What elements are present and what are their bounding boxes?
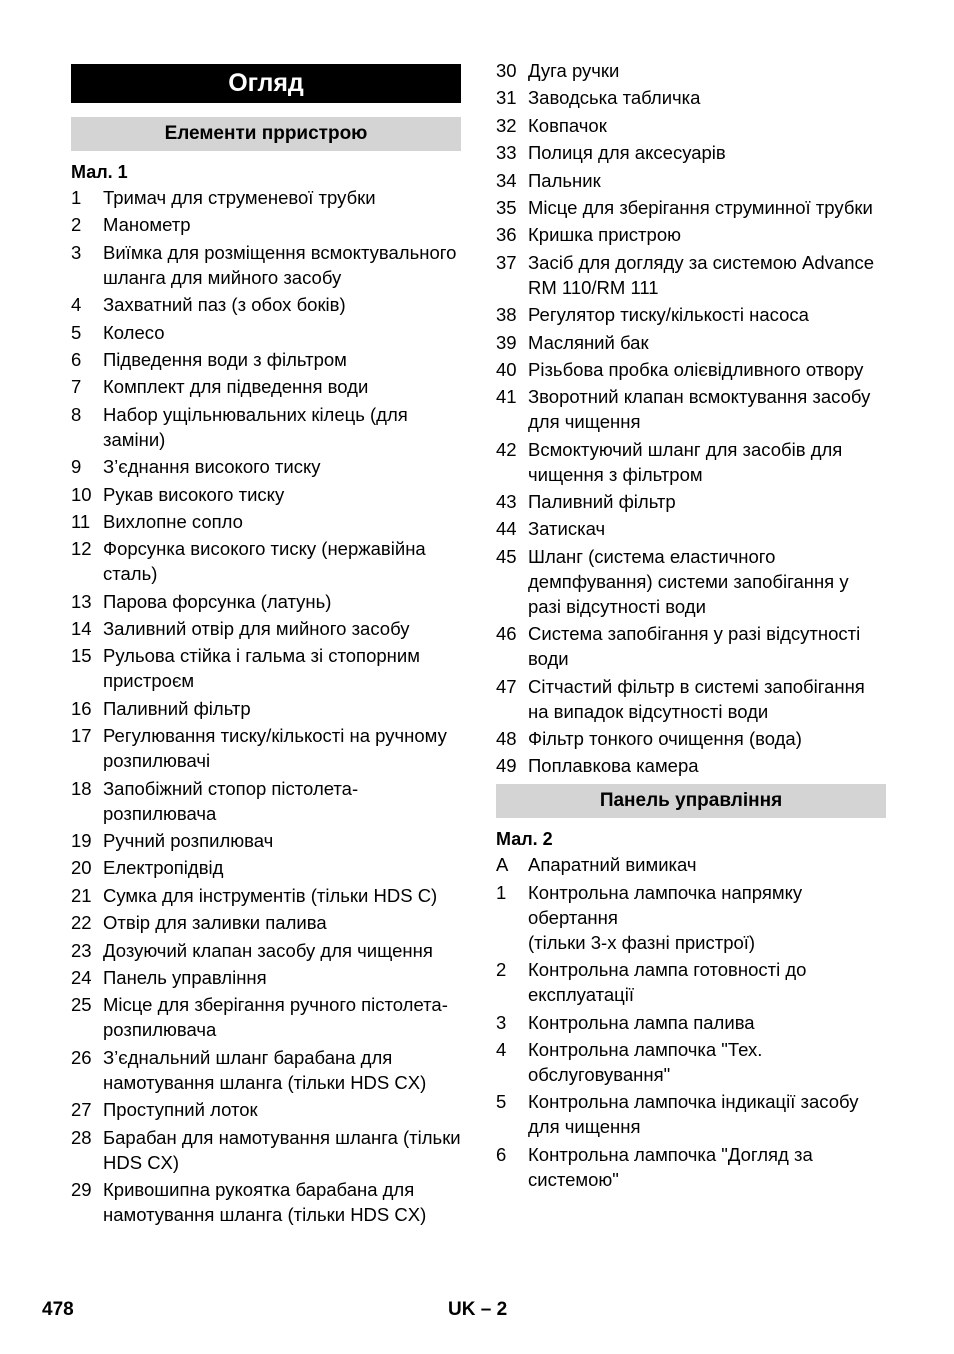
list-item bbox=[71, 320, 461, 345]
item-label: Тримач для струменевої трубки bbox=[103, 187, 376, 208]
item-number: 44 bbox=[496, 518, 517, 540]
item-label: Рульова стійка і гальма зі стопорним пристроєм bbox=[103, 645, 420, 692]
item-number: 43 bbox=[496, 491, 517, 513]
list-item bbox=[71, 992, 461, 1042]
item-label: Форсунка високого тиску (нержавійна сталь) bbox=[103, 538, 426, 585]
list-item bbox=[496, 1010, 886, 1035]
list-item bbox=[71, 374, 461, 399]
list-item bbox=[71, 855, 461, 880]
item-label: Контрольна лампа готовності до експлуатації bbox=[528, 959, 807, 1006]
item-text bbox=[528, 957, 886, 1007]
item-number: 27 bbox=[71, 1099, 92, 1121]
item-number: 22 bbox=[71, 912, 92, 934]
item-text bbox=[103, 828, 461, 853]
list-item bbox=[71, 723, 461, 773]
list-item bbox=[71, 347, 461, 372]
item-text bbox=[528, 1010, 886, 1035]
item-label: Регулювання тиску/кількості на ручному розпилювачі bbox=[103, 725, 447, 772]
item-number: 12 bbox=[71, 538, 92, 560]
list-item bbox=[496, 957, 886, 1007]
item-text bbox=[103, 616, 461, 641]
item-number: 38 bbox=[496, 304, 517, 326]
right-column bbox=[496, 58, 886, 1194]
item-number: 47 bbox=[496, 675, 517, 697]
list-item bbox=[496, 85, 886, 110]
item-text bbox=[528, 58, 886, 83]
item-text bbox=[528, 1037, 886, 1087]
list-item bbox=[496, 168, 886, 193]
list-item bbox=[71, 1125, 461, 1175]
control-panel-list bbox=[496, 852, 886, 1191]
section-heading-device-elements: Елементи прристрою bbox=[71, 117, 461, 151]
item-label: Контрольна лампа палива bbox=[528, 1011, 755, 1033]
item-number: 28 bbox=[71, 1126, 92, 1148]
item-text bbox=[528, 1089, 886, 1139]
list-item bbox=[496, 1037, 886, 1087]
item-number: 34 bbox=[496, 169, 517, 191]
item-label: Регулятор тиску/кількості насоса bbox=[528, 304, 809, 326]
item-label: Сітчастий фільтр в системі запобігання на випадок відсутності води bbox=[528, 675, 865, 722]
item-text bbox=[103, 1045, 461, 1095]
list-item bbox=[71, 185, 461, 210]
item-text bbox=[103, 589, 461, 614]
item-text bbox=[103, 454, 461, 479]
item-note: (тільки 3-х фазні пристрої) bbox=[528, 931, 756, 953]
item-number: 35 bbox=[496, 196, 517, 218]
item-text bbox=[528, 113, 886, 138]
item-number: 16 bbox=[71, 697, 92, 719]
item-label: Виїмка для розміщення всмоктувального шланга для мийного засобу bbox=[103, 241, 457, 288]
list-item bbox=[496, 330, 886, 355]
page-title: Огляд bbox=[71, 64, 461, 103]
item-label: Пальник bbox=[528, 169, 601, 191]
item-label: Панель управління bbox=[103, 966, 267, 988]
item-number: 13 bbox=[71, 590, 92, 612]
item-number: 26 bbox=[71, 1046, 92, 1068]
item-text bbox=[528, 85, 886, 110]
list-item bbox=[496, 852, 886, 877]
list-item bbox=[496, 1089, 886, 1139]
list-item bbox=[71, 482, 461, 507]
item-text bbox=[528, 384, 886, 434]
item-label: Колесо bbox=[103, 321, 165, 343]
list-item bbox=[496, 195, 886, 220]
item-label: Кришка пристрою bbox=[528, 224, 681, 246]
item-label: З’єднальний шланг барабана для намотування шланга (тільки HDS CX) bbox=[103, 1046, 427, 1093]
item-number: 20 bbox=[71, 857, 92, 879]
item-text bbox=[528, 852, 886, 877]
item-text bbox=[103, 402, 461, 452]
item-text bbox=[528, 140, 886, 165]
item-label: Рукав високого тиску bbox=[103, 483, 285, 505]
item-text bbox=[528, 302, 886, 327]
item-text bbox=[103, 855, 461, 880]
list-item bbox=[496, 113, 886, 138]
left-column bbox=[71, 58, 461, 1229]
item-label: Фільтр тонкого очищення (вода) bbox=[528, 728, 802, 750]
item-text bbox=[528, 880, 886, 955]
item-number: 45 bbox=[496, 545, 517, 567]
item-label: Отвір для заливки палива bbox=[103, 912, 327, 934]
item-label: Електропідвід bbox=[103, 857, 224, 879]
item-label: Комплект для підведення води bbox=[103, 376, 369, 398]
item-label: Заводська табличка bbox=[528, 87, 701, 109]
item-label: Барабан для намотування шланга (тільки HDS CX) bbox=[103, 1126, 461, 1173]
item-number: 48 bbox=[496, 728, 517, 750]
list-item bbox=[496, 726, 886, 751]
page-number: 478 bbox=[42, 1299, 74, 1320]
item-label: Проступний лоток bbox=[103, 1099, 258, 1121]
list-item bbox=[496, 489, 886, 514]
list-item bbox=[71, 509, 461, 534]
item-label: Вихлопне сопло bbox=[103, 510, 243, 532]
item-text bbox=[528, 250, 886, 300]
item-label: Зворотний клапан всмоктування засобу для чищення bbox=[528, 386, 871, 433]
element-list bbox=[71, 185, 461, 1227]
item-label: Полиця для аксесуарів bbox=[528, 142, 726, 164]
item-label: Дозуючий клапан засобу для чищення bbox=[103, 939, 433, 961]
figure-label: Мал. 1 bbox=[71, 162, 128, 182]
item-number: 41 bbox=[496, 386, 517, 408]
list-item bbox=[496, 674, 886, 724]
item-number: 23 bbox=[71, 939, 92, 961]
item-number: 7 bbox=[71, 376, 82, 398]
item-number: 21 bbox=[71, 884, 92, 906]
item-number: 2 bbox=[71, 214, 82, 236]
item-text bbox=[103, 185, 461, 210]
element-list-continued bbox=[496, 58, 886, 778]
item-number: 24 bbox=[71, 966, 92, 988]
item-text bbox=[528, 753, 886, 778]
item-text bbox=[528, 544, 886, 619]
item-number: 33 bbox=[496, 142, 517, 164]
item-text bbox=[103, 965, 461, 990]
item-label: Масляний бак bbox=[528, 331, 649, 353]
item-text bbox=[103, 482, 461, 507]
item-text bbox=[528, 516, 886, 541]
list-item bbox=[496, 302, 886, 327]
item-label: Контрольна лампочка індикації засобу для чищення bbox=[528, 1091, 859, 1138]
item-text bbox=[103, 1177, 461, 1227]
item-number: 17 bbox=[71, 725, 92, 747]
list-item bbox=[71, 1045, 461, 1095]
item-text bbox=[528, 674, 886, 724]
list-item bbox=[71, 536, 461, 586]
list-item bbox=[71, 696, 461, 721]
list-item bbox=[71, 454, 461, 479]
list-item bbox=[496, 140, 886, 165]
item-number: 18 bbox=[71, 777, 92, 799]
item-number: 1 bbox=[496, 881, 507, 903]
list-item bbox=[71, 965, 461, 990]
item-label: Контрольна лампочка "Тех. обслуговування" bbox=[528, 1038, 763, 1085]
item-text bbox=[103, 723, 461, 773]
item-label: Різьбова пробка олієвідливного отвору bbox=[528, 358, 864, 380]
item-number: 5 bbox=[496, 1091, 507, 1113]
item-number: 25 bbox=[71, 994, 92, 1016]
item-number: 4 bbox=[496, 1038, 507, 1060]
list-item bbox=[496, 250, 886, 300]
item-text bbox=[103, 643, 461, 693]
item-text bbox=[528, 437, 886, 487]
item-text bbox=[103, 938, 461, 963]
item-label: Поплавкова камера bbox=[528, 755, 699, 777]
list-item bbox=[496, 516, 886, 541]
item-text bbox=[103, 374, 461, 399]
item-number: 15 bbox=[71, 645, 92, 667]
list-item bbox=[71, 828, 461, 853]
list-item bbox=[496, 357, 886, 382]
item-label: Манометр bbox=[103, 214, 191, 236]
list-item bbox=[496, 384, 886, 434]
item-number: 37 bbox=[496, 251, 517, 273]
list-item bbox=[496, 753, 886, 778]
item-label: Набор ущільнювальних кілець (для заміни) bbox=[103, 403, 408, 450]
item-text bbox=[103, 320, 461, 345]
item-number: 6 bbox=[496, 1143, 507, 1165]
item-text bbox=[528, 195, 886, 220]
item-label: Контрольна лампочка напрямку обертання bbox=[528, 881, 803, 928]
item-text bbox=[103, 1125, 461, 1175]
item-label: Ручний розпилювач bbox=[103, 830, 274, 852]
item-label: Паливний фільтр bbox=[103, 697, 251, 719]
item-number: 1 bbox=[71, 187, 82, 208]
list-item bbox=[496, 58, 886, 83]
item-text bbox=[103, 883, 461, 908]
list-item bbox=[71, 212, 461, 237]
item-text bbox=[528, 222, 886, 247]
item-label: Засіб для догляду за системою Advance RM 110/RM 111 bbox=[528, 251, 875, 298]
item-number: 32 bbox=[496, 114, 517, 136]
item-text bbox=[103, 292, 461, 317]
item-number: 31 bbox=[496, 87, 517, 109]
list-item bbox=[71, 883, 461, 908]
item-text bbox=[103, 696, 461, 721]
item-text bbox=[528, 1142, 886, 1192]
item-text bbox=[528, 357, 886, 382]
list-item bbox=[71, 240, 461, 290]
item-number: 49 bbox=[496, 755, 517, 777]
item-text bbox=[103, 992, 461, 1042]
item-label: Контрольна лампочка "Догляд за системою" bbox=[528, 1143, 813, 1190]
item-text bbox=[103, 509, 461, 534]
list-item bbox=[496, 544, 886, 619]
list-item bbox=[496, 880, 886, 955]
page-code: UK – 2 bbox=[448, 1299, 508, 1320]
item-number: 11 bbox=[71, 510, 91, 532]
item-label: З’єднання високого тиску bbox=[103, 456, 321, 478]
item-number: 29 bbox=[71, 1178, 92, 1200]
item-label: Затискач bbox=[528, 518, 606, 540]
item-label: Заливний отвір для мийного засобу bbox=[103, 618, 410, 640]
list-item bbox=[71, 938, 461, 963]
item-number: 36 bbox=[496, 224, 517, 246]
item-text bbox=[103, 240, 461, 290]
list-item bbox=[496, 222, 886, 247]
item-number: 3 bbox=[496, 1011, 507, 1033]
item-number: 8 bbox=[71, 403, 82, 425]
item-number: 4 bbox=[71, 294, 82, 316]
item-text bbox=[103, 212, 461, 237]
item-number: 3 bbox=[71, 241, 82, 263]
item-label: Паливний фільтр bbox=[528, 491, 676, 513]
item-number: 40 bbox=[496, 358, 517, 380]
item-text bbox=[528, 168, 886, 193]
item-label: Шланг (система еластичного демпфування) системи запобігання у разі відсутності води bbox=[528, 545, 849, 617]
item-number: 6 bbox=[71, 348, 82, 370]
item-text bbox=[103, 1097, 461, 1122]
item-number: 10 bbox=[71, 483, 92, 505]
item-text bbox=[103, 776, 461, 826]
item-text bbox=[103, 536, 461, 586]
item-number: 9 bbox=[71, 456, 82, 478]
list-item bbox=[496, 437, 886, 487]
item-label: Підведення води з фільтром bbox=[103, 348, 347, 370]
item-label: Дуга ручки bbox=[528, 60, 620, 81]
list-item bbox=[71, 589, 461, 614]
item-label: Всмоктуючий шланг для засобів для чищення з фільтром bbox=[528, 438, 843, 485]
list-item bbox=[71, 292, 461, 317]
item-number: 5 bbox=[71, 321, 82, 343]
item-number: 42 bbox=[496, 438, 517, 460]
item-text bbox=[103, 347, 461, 372]
list-item bbox=[496, 621, 886, 671]
item-text bbox=[528, 726, 886, 751]
item-number: A bbox=[496, 854, 509, 876]
item-label: Парова форсунка (латунь) bbox=[103, 590, 332, 612]
item-label: Апаратний вимикач bbox=[528, 854, 697, 876]
item-text bbox=[528, 621, 886, 671]
item-label: Місце для зберігання струминної трубки bbox=[528, 196, 873, 218]
item-number: 19 bbox=[71, 830, 92, 852]
list-item bbox=[71, 910, 461, 935]
list-item bbox=[496, 1142, 886, 1192]
list-item bbox=[71, 643, 461, 693]
item-label: Система запобігання у разі відсутності води bbox=[528, 623, 861, 670]
list-item bbox=[71, 1177, 461, 1227]
list-item bbox=[71, 616, 461, 641]
figure-label: Мал. 2 bbox=[496, 829, 553, 850]
section-heading-control-panel: Панель управління bbox=[496, 784, 886, 818]
list-item bbox=[71, 776, 461, 826]
item-text bbox=[528, 489, 886, 514]
item-label: Ковпачок bbox=[528, 114, 607, 136]
item-label: Сумка для інструментів (тільки HDS C) bbox=[103, 884, 438, 906]
item-number: 46 bbox=[496, 623, 517, 645]
item-number: 2 bbox=[496, 959, 507, 981]
item-label: Місце для зберігання ручного пістолета-розпилювача bbox=[103, 994, 448, 1041]
item-number: 14 bbox=[71, 618, 92, 640]
item-label: Кривошипна рукоятка барабана для намотування шланга (тільки HDS CX) bbox=[103, 1178, 427, 1225]
item-label: Захватний паз (з обох боків) bbox=[103, 294, 346, 316]
list-item bbox=[71, 1097, 461, 1122]
item-number: 30 bbox=[496, 60, 517, 81]
item-number: 39 bbox=[496, 331, 517, 353]
item-label: Запобіжний стопор пістолета-розпилювача bbox=[103, 777, 359, 824]
item-text bbox=[103, 910, 461, 935]
list-item bbox=[71, 402, 461, 452]
item-text bbox=[528, 330, 886, 355]
